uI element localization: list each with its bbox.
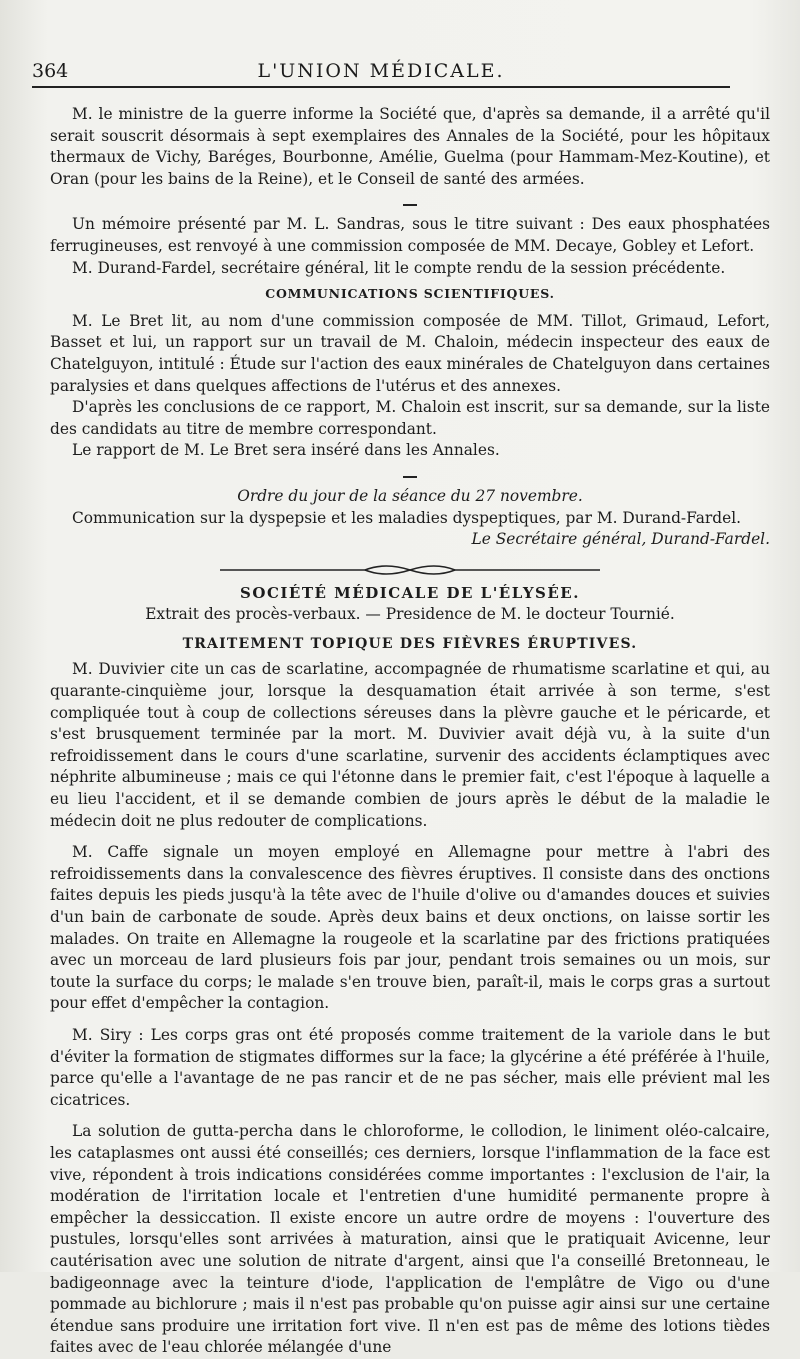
paragraph-communication: Communication sur la dyspepsie et les maladies dyspeptiques, par M. Durand-Fardel. (72, 508, 742, 527)
communications-heading: COMMUNICATIONS SCIENTIFIQUES. (265, 286, 555, 302)
ornament-divider (220, 561, 600, 579)
paragraph-memoire: Un mémoire présenté par M. L. Sandras, sous le titre suivant : Des eaux phosphatées ferrugineuses, est renvoyé à une commission composée de MM. Decaye, Gobley et Lefort. (50, 215, 770, 255)
section-heading: TRAITEMENT TOPIQUE DES FIÈVRES ÉRUPTIVES. (182, 635, 638, 652)
page-number: 364 (32, 60, 69, 82)
ordre-du-jour: Ordre du jour de la séance du 27 novembre. (237, 486, 583, 505)
society-subtitle: Extrait des procès-verbaux. — Presidence de M. le docteur Tournié. (145, 605, 675, 624)
paragraph-le-bret: M. Le Bret lit, au nom d'une commission composée de MM. Tillot, Grimaud, Lefort, Basset et lui, un rapport sur un travail de M. Chaloin, médecin inspecteur des eaux de Chatelguyon, intitulé : Étude sur l'action des eaux minérales de Chatelguyon dans certaines paralysies et dans quelques affections de l'utérus et des annexes. (50, 311, 770, 395)
running-title: L'UNION MÉDICALE. (257, 60, 505, 82)
paragraph-gutta-percha: La solution de gutta-percha dans le chloroforme, le collodion, le liniment oléo-calcaire, les cataplasmes ont aussi été conseillés; ces derniers, lorsque l'inflammation de la face est vive, répondent à trois indications considérées comme importantes : l'exclusion de l'air, la modération de l'irritation locale et l'entretien d'une humidité permanente propre à empêcher la dessiccation. Il existe encore un autre ordre de moyens : l'ouverture des pustules, lorsqu'elles sont arrivées à maturation, ainsi que le pratiquait Avicenne, leur cautérisation avec une solution de nitrate d'argent, ainsi que l'a conseillé Bretonneau, le badigeonnage avec la teinture d'iode, l'application de l'emplâtre de Vigo ou d'une pommade au bichlorure ; mais il n'est pas probable qu'on puisse agir ainsi sur une certaine étendue sans produire une irritation fort vive. Il n'en est pas de même des lotions tièdes faites avec de l'eau chlorée mélangée d'une (50, 1122, 770, 1357)
short-rule-divider (403, 204, 417, 206)
page-header (32, 54, 730, 88)
page-body (50, 104, 770, 1359)
society-title: SOCIÉTÉ MÉDICALE DE L'ÉLYSÉE. (240, 583, 580, 602)
short-rule-divider-2 (403, 476, 417, 478)
paragraph-duvivier: M. Duvivier cite un cas de scarlatine, accompagnée de rhumatisme scarlatine et qui, au quarante-cinquième jour, lorsque la desquamation était arrivée à son terme, s'est compliquée tout à coup de collections séreuses dans la plèvre gauche et le péricarde, et s'est brusquement terminée par la mort. M. Duvivier avait déjà vu, à la suite d'un refroidissement dans le cours d'une scarlatine, survenir des accidents éclamptiques avec néphrite albumineuse ; mais ce qui l'étonne dans le premier fait, c'est l'époque à laquelle a eu lieu l'accident, et il se demande combien de jours après le début de la maladie le médecin doit ne plus redouter de complications. (50, 660, 770, 830)
paragraph-ministre: M. le ministre de la guerre informe la Société que, d'après sa demande, il a arrêté qu'il serait souscrit désormais à sept exemplaires des Annales de la Société, pour les hôpitaux thermaux de Vichy, Baréges, Bourbonne, Amélie, Guelma (pour Hammam-Mez-Koutine), et Oran (pour les bains de la Reine), et le Conseil de santé des armées. (50, 105, 770, 188)
paragraph-secretaire: M. Durand-Fardel, secrétaire général, lit le compte rendu de la session précédente. (72, 258, 726, 277)
paragraph-rapport: Le rapport de M. Le Bret sera inséré dans les Annales. (72, 441, 500, 460)
paragraph-siry: M. Siry : Les corps gras ont été proposés comme traitement de la variole dans le but d'éviter la formation de stigmates difformes sur la face; la glycérine a été préférée à l'huile, parce qu'elle a l'avantage de ne pas rancir et de ne pas sécher, mais elle prévient mal les cicatrices. (50, 1025, 770, 1109)
signature: Le Secrétaire général, Durand-Fardel. (471, 530, 770, 549)
paragraph-conclusions: D'après les conclusions de ce rapport, M. Chaloin est inscrit, sur sa demande, sur la liste des candidats au titre de membre correspondant. (50, 398, 770, 438)
paragraph-caffe: M. Caffe signale un moyen employé en Allemagne pour mettre à l'abri des refroidissements dans la convalescence des fièvres éruptives. Il consiste dans des onctions faites depuis les pieds jusqu'à la tête avec de l'huile d'olive ou d'amandes douces et suivies d'un bain de carbonate de soude. Après deux bains et deux onctions, on laisse sortir les malades. On traite en Allemagne la rougeole et la scarlatine par des frictions pratiquées avec un morceau de lard plusieurs fois par jour, pendant trois semaines ou un mois, sur toute la surface du corps; le malade s'en trouve bien, paraît-il, mais le corps gras a surtout pour effet d'empêcher la contagion. (50, 843, 770, 1013)
